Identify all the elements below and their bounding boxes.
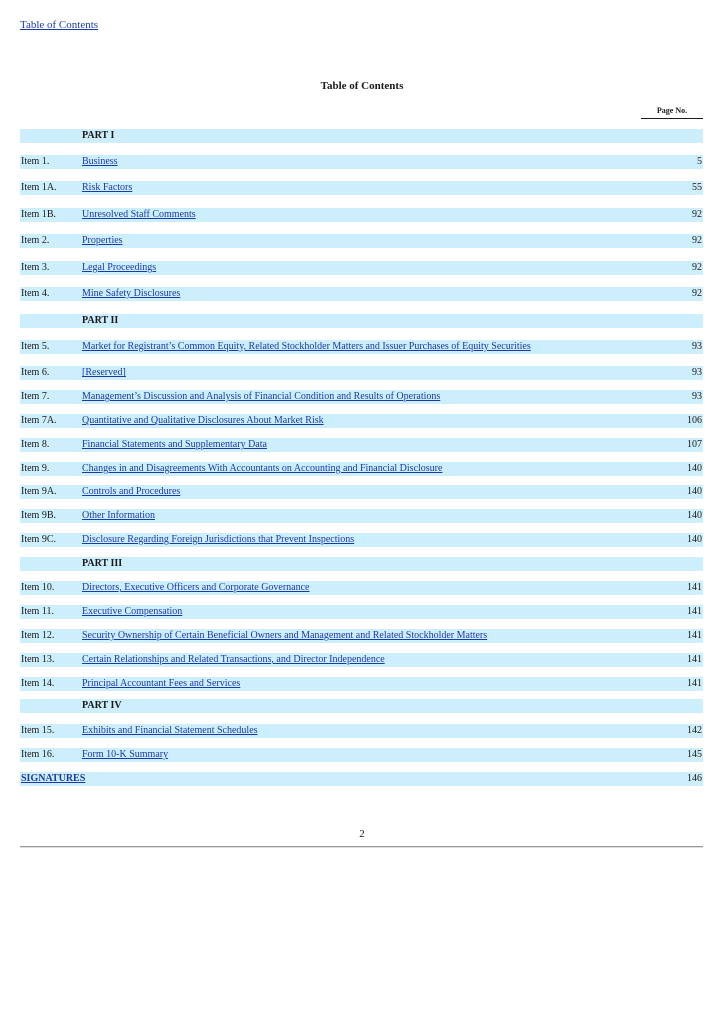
page-number: 92	[692, 235, 702, 246]
item-title-link[interactable]: Market for Registrant’s Common Equity, Related Stockholder Matters and Issuer Purchases of Equity Securities	[82, 341, 531, 352]
page-number: 141	[687, 630, 702, 641]
item-title-link[interactable]: Security Ownership of Certain Beneficial Owners and Management and Related Stockholder Matters	[82, 630, 488, 641]
item-number: Item 1.	[21, 156, 50, 167]
toc-item-row	[20, 234, 703, 248]
item-number: Item 16.	[21, 749, 55, 760]
page-number: 141	[687, 582, 702, 593]
item-title-link[interactable]: Certain Relationships and Related Transactions, and Director Independence	[82, 654, 385, 665]
item-title-link[interactable]: Risk Factors	[82, 182, 133, 193]
page-number: 93	[692, 341, 702, 352]
page-number: 140	[687, 486, 702, 497]
item-number: Item 5.	[21, 341, 50, 352]
item-title-link[interactable]: Principal Accountant Fees and Services	[82, 678, 241, 689]
page-number: 106	[687, 415, 702, 426]
toc-item-row	[20, 629, 703, 643]
page-number: 107	[687, 439, 702, 450]
item-title-link[interactable]: Properties	[82, 235, 123, 246]
item-title-link[interactable]: Controls and Procedures	[82, 486, 181, 497]
page-number: 5	[697, 156, 702, 167]
table-of-contents-link[interactable]: Table of Contents	[20, 19, 99, 31]
toc-item-row	[20, 724, 703, 738]
item-number: Item 6.	[21, 367, 50, 378]
toc-item-row	[20, 181, 703, 195]
item-number: Item 14.	[21, 678, 55, 689]
item-number: Item 9.	[21, 463, 50, 474]
toc-item-row	[20, 509, 703, 523]
item-title-link[interactable]: Financial Statements and Supplementary Data	[82, 439, 267, 450]
page-number: 141	[687, 606, 702, 617]
item-title-link[interactable]: Form 10-K Summary	[82, 749, 169, 760]
toc-part-row	[20, 699, 703, 713]
item-number: Item 13.	[21, 654, 55, 665]
part-heading: PART II	[82, 315, 119, 326]
toc-item-row	[20, 605, 703, 619]
item-number: Item 7.	[21, 391, 50, 402]
page-number: 93	[692, 367, 702, 378]
page-number: 92	[692, 288, 702, 299]
page-number: 55	[692, 182, 702, 193]
item-number: Item 9C.	[21, 534, 56, 545]
item-title-link[interactable]: Changes in and Disagreements With Accountants on Accounting and Financial Disclosure	[82, 463, 443, 474]
page-number: 140	[687, 510, 702, 521]
item-number: Item 2.	[21, 235, 50, 246]
page-no-column-header: Page No.	[641, 106, 703, 119]
item-title-link[interactable]: Mine Safety Disclosures	[82, 288, 181, 299]
signatures-link[interactable]: SIGNATURES	[21, 773, 86, 784]
toc-item-row	[20, 366, 703, 380]
footer-divider	[20, 846, 703, 848]
item-number: Item 10.	[21, 582, 55, 593]
toc-item-row	[20, 155, 703, 169]
item-number: Item 9B.	[21, 510, 56, 521]
item-title-link[interactable]: [Reserved]	[82, 367, 126, 378]
item-title-link[interactable]: Unresolved Staff Comments	[82, 209, 196, 220]
item-title-link[interactable]: Legal Proceedings	[82, 262, 157, 273]
item-title-link[interactable]: Quantitative and Qualitative Disclosures About Market Risk	[82, 415, 324, 426]
item-number: Item 9A.	[21, 486, 57, 497]
item-number: Item 7A.	[21, 415, 57, 426]
item-number: Item 8.	[21, 439, 50, 450]
item-title-link[interactable]: Management’s Discussion and Analysis of Financial Condition and Results of Operations	[82, 391, 441, 402]
toc-item-row	[20, 653, 703, 667]
page-number: 140	[687, 463, 702, 474]
toc-item-row	[20, 677, 703, 691]
item-number: Item 12.	[21, 630, 55, 641]
page-number: 146	[687, 773, 702, 784]
item-title-link[interactable]: Exhibits and Financial Statement Schedules	[82, 725, 258, 736]
toc-item-row	[20, 748, 703, 762]
item-number: Item 1A.	[21, 182, 57, 193]
item-title-link[interactable]: Directors, Executive Officers and Corporate Governance	[82, 582, 310, 593]
page-number: 92	[692, 262, 702, 273]
part-heading: PART IV	[82, 700, 122, 711]
page-number: 93	[692, 391, 702, 402]
page-number: 92	[692, 209, 702, 220]
toc-item-row	[20, 485, 703, 499]
item-number: Item 4.	[21, 288, 50, 299]
item-title-link[interactable]: Other Information	[82, 510, 156, 521]
item-number: Item 1B.	[21, 209, 56, 220]
toc-item-row	[20, 287, 703, 301]
toc-part-row	[20, 314, 703, 328]
item-title-link[interactable]: Disclosure Regarding Foreign Jurisdictions that Prevent Inspections	[82, 534, 355, 545]
toc-item-row	[20, 261, 703, 275]
page-number: 140	[687, 534, 702, 545]
page-title: Table of Contents	[320, 80, 404, 92]
page-number: 141	[687, 654, 702, 665]
item-title-link[interactable]: Executive Compensation	[82, 606, 183, 617]
item-number: Item 11.	[21, 606, 54, 617]
page-number: 145	[687, 749, 702, 760]
page-number: 141	[687, 678, 702, 689]
page-number: 142	[687, 725, 702, 736]
toc-item-row	[20, 581, 703, 595]
item-number: Item 15.	[21, 725, 55, 736]
part-heading: PART I	[82, 130, 115, 141]
toc-part-row	[20, 129, 703, 143]
toc-signatures-row	[20, 772, 703, 786]
footer-page-number: 2	[359, 828, 365, 840]
toc-item-row	[20, 533, 703, 547]
toc-item-row	[20, 208, 703, 222]
toc-item-row	[20, 414, 703, 428]
part-heading: PART III	[82, 558, 123, 569]
item-title-link[interactable]: Business	[82, 156, 118, 167]
toc-item-row	[20, 390, 703, 404]
toc-item-row	[20, 462, 703, 476]
toc-item-row	[20, 340, 703, 354]
toc-item-row	[20, 438, 703, 452]
toc-part-row	[20, 557, 703, 571]
item-number: Item 3.	[21, 262, 50, 273]
